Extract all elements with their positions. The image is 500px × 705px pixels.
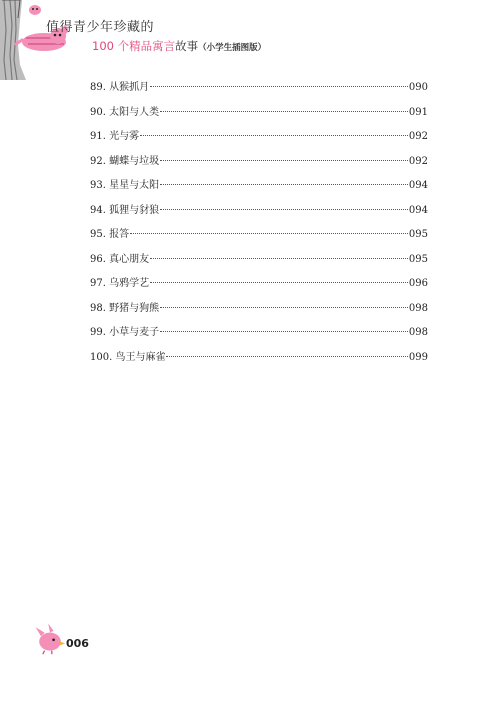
toc-entry[interactable] [90,250,428,275]
page-number: 006 [66,637,89,650]
toc-leader-dots [160,203,408,210]
pink-bird-icon [32,620,68,656]
toc-entry[interactable] [90,274,428,299]
toc-entry-page: 098 [408,302,428,314]
toc-entry-page: 094 [408,204,428,216]
book-title-main: 个精品寓言 [113,39,176,53]
toc-entry-title: 90. 太阳与人类 [90,106,160,118]
toc-entry-page: 090 [408,82,428,93]
toc-leader-dots [130,227,408,234]
toc-entry-title: 96. 真心朋友 [90,253,150,265]
toc-leader-dots [160,325,408,332]
toc-entry-page: 094 [408,180,428,191]
toc-entry-title: 92. 蝴蝶与垃圾 [90,155,160,167]
toc-entry-page: 091 [408,106,428,118]
toc-entry-title: 97. 乌鸦学艺 [90,278,150,289]
toc-entry[interactable] [90,152,428,177]
toc-leader-dots [160,105,408,112]
book-title-line2 [92,38,266,54]
toc-entry[interactable] [90,299,428,324]
toc-entry-title: 99. 小草与麦子 [90,327,160,338]
book-title-edition: （小学生插图版） [198,43,267,53]
toc-entry[interactable] [90,348,428,373]
toc-entry-page: 099 [408,351,428,363]
toc-entry-title: 93. 星星与太阳 [90,180,160,191]
toc-leader-dots [150,276,408,283]
toc-entry-page: 095 [408,253,428,265]
toc-entry-page: 095 [408,229,428,240]
toc-entry-page: 098 [408,327,428,338]
toc-leader-dots [150,80,408,87]
toc-entry[interactable] [90,225,428,250]
toc-leader-dots [140,129,408,136]
toc-leader-dots [166,350,407,357]
toc-leader-dots [160,154,408,161]
toc-entry-title: 89. 从猴抓月 [90,82,150,93]
toc-entry-title: 91. 光与雾 [90,131,140,142]
page-header [0,0,500,80]
toc-leader-dots [150,252,408,259]
toc-entry-page: 096 [408,278,428,289]
book-title-number: 100 [92,39,114,53]
toc-entry-title: 94. 狐狸与豺狼 [90,204,160,216]
book-title-tail: 故事 [175,39,199,53]
book-title-line1: 值得青少年珍藏的 [46,20,155,35]
toc-entry-title: 100. 鸟王与麻雀 [90,351,166,363]
table-of-contents [90,78,428,372]
toc-entry[interactable] [90,323,428,348]
toc-leader-dots [160,178,408,185]
toc-leader-dots [160,301,408,308]
toc-entry[interactable] [90,176,428,201]
toc-entry-title: 98. 野猪与狗熊 [90,302,160,314]
toc-entry-page: 092 [408,131,428,142]
toc-entry[interactable] [90,103,428,128]
toc-entry[interactable] [90,78,428,103]
toc-entry-page: 092 [408,155,428,167]
toc-entry[interactable] [90,127,428,152]
toc-entry-title: 95. 报答 [90,229,130,240]
toc-entry[interactable] [90,201,428,226]
